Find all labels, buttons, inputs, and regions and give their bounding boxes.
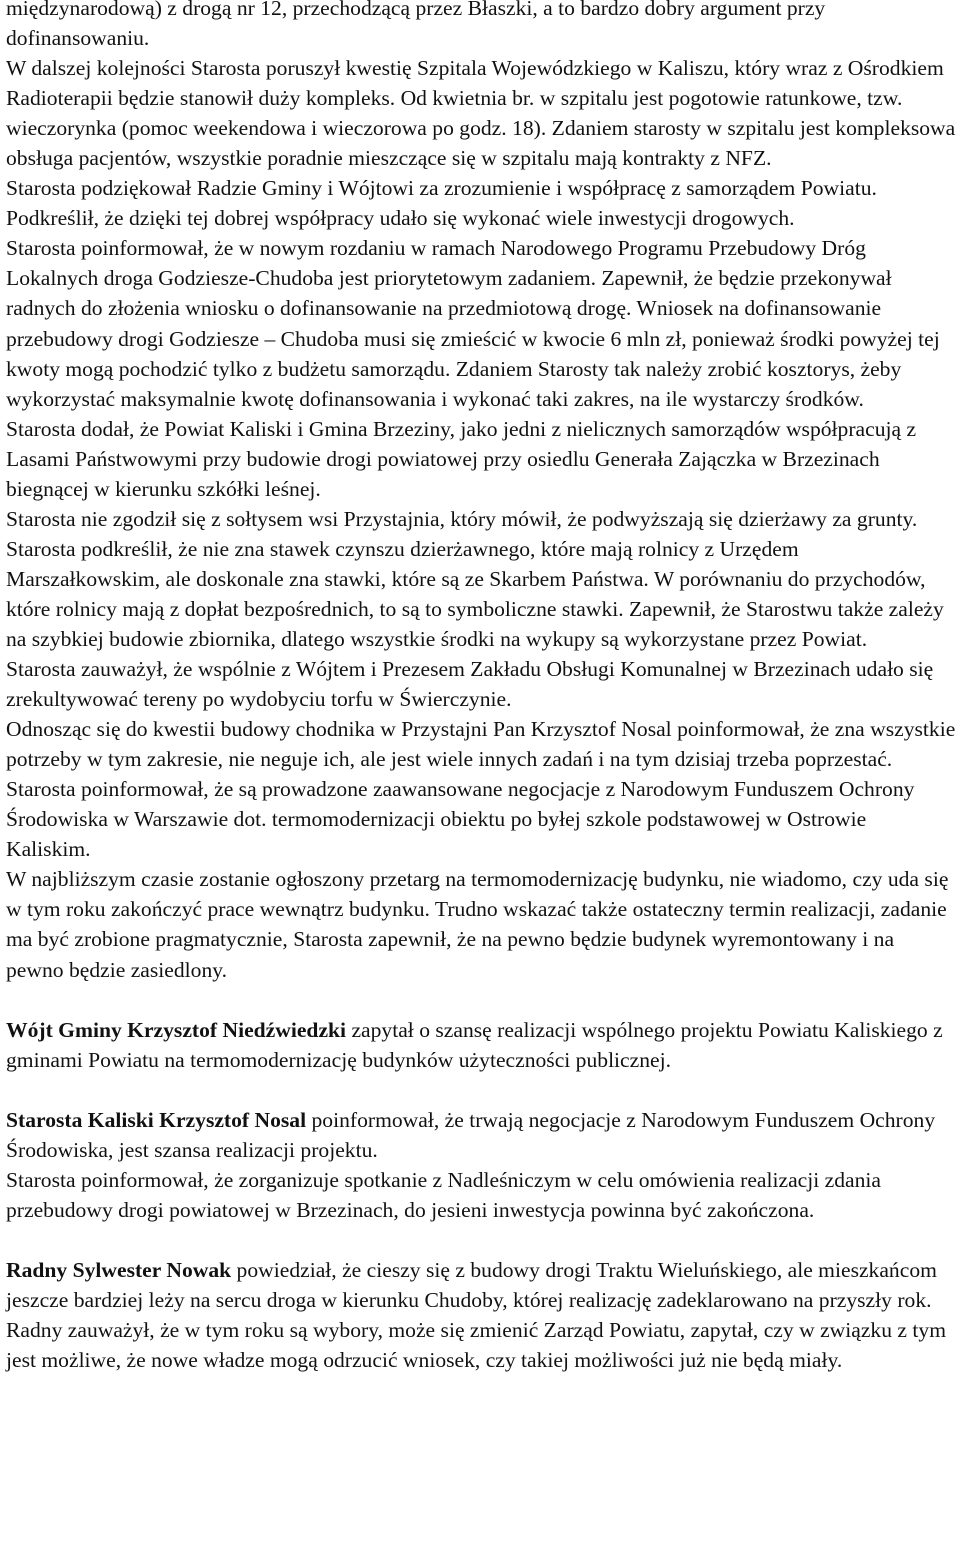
paragraph-reclamation: Starosta zauważył, że wspólnie z Wójtem i Prezesem Zakładu Obsługi Komunalnej w Brzezinach udało się zrekultywować tereny po wydobyciu torfu w Świerczynie. <box>6 657 934 712</box>
speaker-name: Starosta Kaliski Krzysztof Nosal <box>6 1107 307 1132</box>
paragraph-state-forests: Starosta dodał, że Powiat Kaliski i Gmina Brzeziny, jako jedni z nielicznych samorządów współpracują z Lasami Państwowymi przy budowie drogi powiatowej przy osiedlu Generała Zajączka w Brzezinach biegnącej w kierunku szkółki leśnej. <box>6 416 917 501</box>
paragraph-starosta-answer <box>6 1105 956 1165</box>
paragraph-tender: W najbliższym czasie zostanie ogłoszony przetarg na termomodernizację budynku, nie wiadomo, czy uda się w tym roku zakończyć prace wewnątrz budynku. Trudno wskazać także ostateczny termin realizacji, zadanie ma być zrobione pragmatycznie, Starosta zapewnił, że na pewno będzie budynek wyremontowany i na pewno będzie zasiedlony. <box>6 867 949 982</box>
paragraph-road-program: Starosta poinformował, że w nowym rozdaniu w ramach Narodowego Programu Przebudowy Dróg Lokalnych droga Godziesze-Chudoba jest priorytetowym zadaniem. Zapewnił, że będzie przekonywał radnych do złożenia wniosku o dofinansowanie na przedmiotową drogę. Wniosek na dofinansowanie przebudowy drogi Godziesze – Chudoba musi się zmieścić w kwocie 6 mln zł, ponieważ środki powyżej tej kwoty mogą pochodzić tylko z budżetu samorządu. Zdaniem Starosty tak należy zrobić kosztorys, żeby wykorzystać maksymalnie kwotę dofinansowania i wykonać taki zakres, na ile wystarczy środków. <box>6 236 940 411</box>
paragraph-thanks-council: Starosta podziękował Radzie Gminy i Wójtowi za zrozumienie i współpracę z samorządem Powiatu. Podkreślił, że dzięki tej dobrej współpracy udało się wykonać wiele inwestycji drogowych. <box>6 176 877 231</box>
paragraph-mayor-question <box>6 1015 956 1075</box>
document-body <box>6 0 956 1375</box>
paragraph-councillor-question <box>6 1255 956 1375</box>
paragraph-text: powiedział, że cieszy się z budowy drogi Traktu Wieluńskiego, ale mieszkańcom jeszcze bardziej leży na sercu droga w kierunku Chudoby, której realizację zadeklarowano na przyszły rok. Radny zauważył, że w tym roku są wybory, może się zmienić Zarząd Powiatu, zapytał, czy w związku z tym jest możliwe, że nowe władze mogą odrzucić wniosek, czy takiej możliwości już nie będą miały. <box>6 1257 946 1373</box>
paragraph-hospital: W dalszej kolejności Starosta poruszył kwestię Szpitala Wojewódzkiego w Kaliszu, który wraz z Ośrodkiem Radioterapii będzie stanowił duży kompleks. Od kwietnia br. w szpitalu jest pogotowie ratunkowe, tzw. wieczorynka (pomoc weekendowa i wieczorowa po godz. 18). Zdaniem starosty w szpitalu jest kompleksowa obsługa pacjentów, wszystkie poradnie mieszczące się w szpitalu mają kontrakty z NFZ. <box>6 56 956 171</box>
speaker-name: Radny Sylwester Nowak <box>6 1257 232 1282</box>
paragraph-forester-meeting: Starosta poinformował, że zorganizuje spotkanie z Nadleśniczym w celu omówienia realizacji zdania przebudowy drogi powiatowej w Brzezinach, do jesieni inwestycja powinna być zakończona. <box>6 1167 882 1222</box>
paragraph-lease-rates: Starosta nie zgodził się z sołtysem wsi Przystajnia, który mówił, że podwyższają się dzierżawy za grunty. Starosta podkreślił, że nie zna stawek czynszu dzierżawnego, które mają rolnicy z Urzędem Marszałkowskim, ale doskonale zna stawki, które są ze Skarbem Państwa. W porównaniu do przychodów, które rolnicy mają z dopłat bezpośrednich, to są to symboliczne stawki. Zapewnił, że Starostwu także zależy na szybkiej budowie zbiornika, dlatego wszystkie środki na wykupy są wykorzystane przez Powiat. <box>6 506 944 651</box>
speaker-name: Wójt Gminy Krzysztof Niedźwiedzki <box>6 1017 347 1042</box>
paragraph-negotiations-fund: Starosta poinformował, że są prowadzone zaawansowane negocjacje z Narodowym Funduszem Ochrony Środowiska w Warszawie dot. termomodernizacji obiektu po byłej szkole podstawowej w Ostrowie Kaliskim. <box>6 777 915 862</box>
paragraph-road-12: międzynarodową) z drogą nr 12, przechodzącą przez Błaszki, a to bardzo dobry argument przy dofinansowaniu. <box>6 0 826 51</box>
paragraph-sidewalk: Odnosząc się do kwestii budowy chodnika w Przystajni Pan Krzysztof Nosal poinformował, że zna wszystkie potrzeby w tym zakresie, nie neguje ich, ale jest wiele innych zadań i na tym dzisiaj trzeba poprzestać. <box>6 717 956 772</box>
paragraph-text: poinformował, że trwają negocjacje z Narodowym Funduszem Ochrony Środowiska, jest szansa realizacji projektu. <box>6 1107 936 1162</box>
paragraph-text: zapytał o szansę realizacji wspólnego projektu Powiatu Kaliskiego z gminami Powiatu na termomodernizację budynków użyteczności publicznej. <box>6 1017 943 1072</box>
